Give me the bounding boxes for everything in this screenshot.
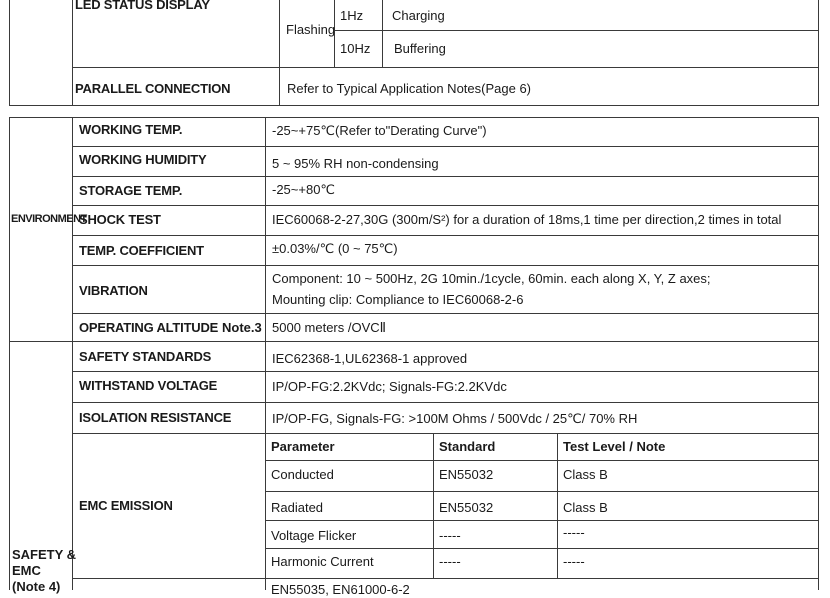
environment-group-label: ENVIRONMENT — [11, 213, 87, 225]
vibration-label: VIBRATION — [79, 283, 148, 298]
emc-row-radiated-param: Radiated — [271, 500, 324, 515]
led-status-label: LED STATUS DISPLAY — [75, 0, 210, 12]
emc-header-test-level: Test Level / Note — [563, 439, 666, 454]
operating-altitude-value: 5000 meters /OVCⅡ — [272, 320, 387, 335]
storage-temp-label: STORAGE TEMP. — [79, 183, 183, 198]
emc-row-conducted-standard: EN55032 — [439, 467, 494, 482]
shock-test-label: SHOCK TEST — [79, 212, 161, 227]
working-humidity-label: WORKING HUMIDITY — [79, 152, 207, 167]
safety-group-label-2: EMC — [12, 563, 41, 578]
isolation-resistance-label: ISOLATION RESISTANCE — [79, 410, 232, 425]
emc-row-harmonic-level: ----- — [563, 554, 585, 569]
working-humidity-value: 5 ~ 95% RH non-condensing — [272, 156, 439, 171]
temp-coefficient-label: TEMP. COEFFICIENT — [79, 243, 204, 258]
safety-standards-label: SAFETY STANDARDS — [79, 349, 212, 364]
safety-group-label-3: (Note 4) — [12, 579, 61, 594]
withstand-voltage-value: IP/OP-FG:2.2KVdc; Signals-FG:2.2KVdc — [272, 379, 507, 394]
emc-header-parameter: Parameter — [271, 439, 335, 454]
working-temp-label: WORKING TEMP. — [79, 122, 183, 137]
temp-coefficient-value: ±0.03%/℃ (0 ~ 75℃) — [272, 241, 398, 256]
emc-row-flicker-level: ----- — [563, 525, 585, 540]
operating-altitude-label: OPERATING ALTITUDE — [79, 320, 219, 335]
emc-row-flicker-param: Voltage Flicker — [271, 528, 357, 543]
isolation-resistance-value: IP/OP-FG, Signals-FG: >100M Ohms / 500Vdc / 25℃/ 70% RH — [272, 411, 638, 426]
operating-altitude-note: Note.3 — [222, 320, 262, 335]
safety-standards-value: IEC62368-1,UL62368-1 approved — [272, 351, 468, 366]
emc-row-conducted-level: Class B — [563, 467, 608, 482]
emc-row-flicker-standard: ----- — [439, 528, 461, 543]
led-freq-1: 1Hz — [340, 8, 364, 23]
safety-group-label-1: SAFETY & — [12, 547, 77, 562]
emc-header-standard: Standard — [439, 439, 496, 454]
withstand-voltage-label: WITHSTAND VOLTAGE — [79, 378, 218, 393]
storage-temp-value: -25~+80℃ — [272, 182, 336, 197]
emc-emission-label: EMC EMISSION — [79, 498, 173, 513]
emc-row-harmonic-standard: ----- — [439, 554, 461, 569]
vibration-value-line2: Mounting clip: Compliance to IEC60068-2-6 — [272, 292, 524, 307]
working-temp-value: -25~+75℃(Refer to"Derating Curve") — [272, 123, 487, 138]
led-mode: Flashing — [286, 22, 336, 37]
emc-row-conducted-param: Conducted — [271, 467, 334, 482]
parallel-label: PARALLEL CONNECTION — [75, 81, 231, 96]
next-row-partial-text: EN55035, EN61000-6-2 — [271, 582, 410, 597]
emc-row-radiated-level: Class B — [563, 500, 608, 515]
led-state-2: Buffering — [394, 41, 446, 56]
led-freq-2: 10Hz — [340, 41, 371, 56]
emc-row-harmonic-param: Harmonic Current — [271, 554, 374, 569]
emc-row-radiated-standard: EN55032 — [439, 500, 494, 515]
vibration-value-line1: Component: 10 ~ 500Hz, 2G 10min./1cycle, 60min. each along X, Y, Z axes; — [272, 271, 711, 286]
led-state-1: Charging — [392, 8, 445, 23]
shock-test-value: IEC60068-2-27,30G (300m/S²) for a duration of 18ms,1 time per direction,2 times in total — [272, 212, 782, 227]
parallel-value: Refer to Typical Application Notes(Page 6) — [287, 81, 532, 96]
